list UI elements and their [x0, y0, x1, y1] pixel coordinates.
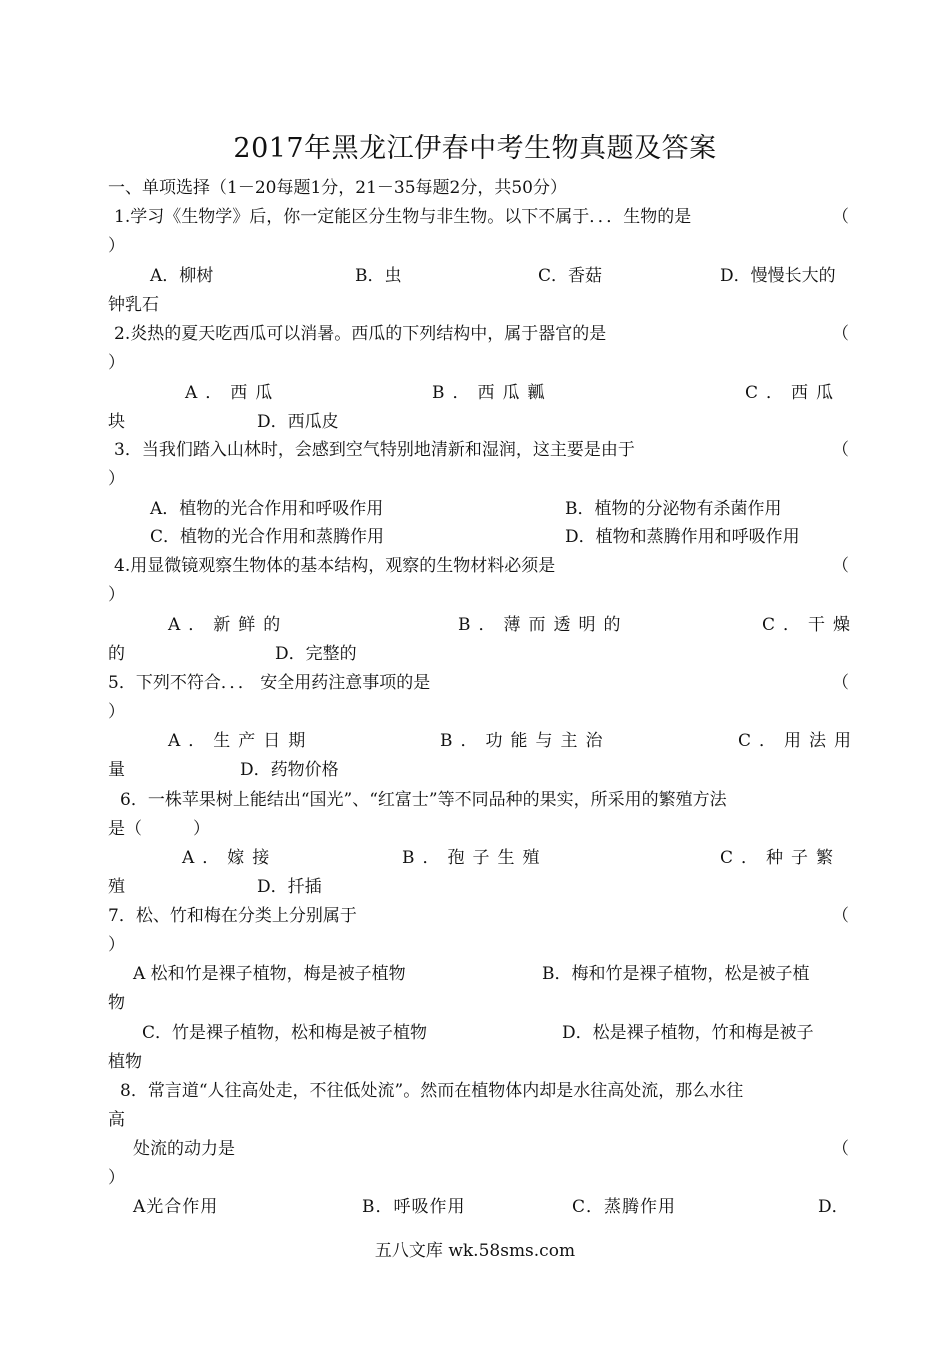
question-1-option-d-wrap: 钟乳石	[108, 295, 159, 315]
question-6-option-c-wrap: 殖	[108, 877, 125, 897]
question-4-option-c-wrap: 的	[108, 644, 125, 664]
page-title: 2017年黑龙江伊春中考生物真题及答案	[233, 133, 717, 164]
question-6-stem: 6．一株苹果树上能结出“国光”、“红富士”等不同品种的果实，所采用的繁殖方法	[120, 790, 727, 810]
section-heading: 一、单项选择（1－20每题1分，21－35每题2分，共50分）	[108, 178, 567, 198]
question-8-stem-wrap: 高	[108, 1110, 125, 1130]
question-3-paren-open: （	[832, 440, 849, 460]
question-7-option-a: A 松和竹是裸子植物，梅是被子植物	[133, 964, 406, 984]
question-4-paren-open: （	[832, 556, 849, 576]
question-6-option-c: C．种子繁	[720, 848, 842, 868]
question-2-option-a: A．西瓜	[185, 383, 281, 403]
page-footer: 五八文库 wk.58sms.com	[374, 1241, 576, 1261]
question-6-option-a: A．嫁接	[182, 848, 278, 868]
question-3-option-a: A．植物的光合作用和呼吸作用	[150, 499, 384, 519]
question-7-paren-close: ）	[108, 935, 125, 955]
question-7-option-c: C．竹是裸子植物，松和梅是被子植物	[142, 1023, 428, 1043]
question-1-paren-open: （	[832, 207, 849, 227]
question-7-option-b-wrap: 物	[108, 993, 125, 1013]
question-7-paren-open: （	[832, 906, 849, 926]
question-3-option-d: D．植物和蒸腾作用和呼吸作用	[565, 527, 800, 547]
question-5-option-b: B．功能与主治	[440, 731, 611, 751]
question-4-stem: 4.用显微镜观察生物体的基本结构，观察的生物材料必须是	[114, 556, 556, 576]
question-1-option-c: C．香菇	[538, 266, 603, 286]
question-2-paren-open: （	[832, 324, 849, 344]
question-5-option-c: C．用法用	[738, 731, 860, 751]
question-8-option-b: B．呼吸作用	[362, 1197, 466, 1217]
question-2-option-d: D．西瓜皮	[257, 412, 339, 432]
question-2-option-c: C．西瓜	[745, 383, 842, 403]
question-8-option-a: A光合作用	[133, 1197, 219, 1217]
question-6-option-b: B．孢子生殖	[402, 848, 548, 868]
question-1-stem: 1.学习《生物学》后，你一定能区分生物与非生物。以下不属于．．．生物的是	[114, 207, 692, 227]
question-8-stem: 8．常言道“人往高处走，不往低处流”。然而在植物体内却是水往高处流，那么水往	[120, 1081, 744, 1101]
question-6-stem-cont: 是（ ）	[108, 819, 210, 839]
question-1-option-a: A．柳树	[150, 266, 214, 286]
question-5-option-c-wrap: 量	[108, 760, 125, 780]
question-3-stem: 3．当我们踏入山林时，会感到空气特别地清新和湿润，这主要是由于	[114, 440, 635, 460]
question-7-stem: 7．松、竹和梅在分类上分别属于	[108, 906, 357, 926]
question-7-option-d-wrap: 植物	[108, 1052, 142, 1072]
question-5-paren-close: ）	[108, 702, 125, 722]
question-4-paren-close: ）	[108, 585, 125, 605]
question-4-option-a: A．新鲜的	[168, 615, 289, 635]
question-4-option-c: C．干燥	[762, 615, 859, 635]
question-4-option-d: D．完整的	[275, 644, 357, 664]
question-2-stem: 2.炎热的夏天吃西瓜可以消暑。西瓜的下列结构中，属于器官的是	[114, 324, 607, 344]
question-1-paren-close: ）	[108, 236, 125, 256]
question-8-stem-cont: 处流的动力是	[133, 1139, 235, 1159]
question-6-option-d: D．扦插	[257, 877, 322, 897]
question-8-option-d: D．	[818, 1197, 849, 1217]
question-8-paren-close: ）	[108, 1168, 125, 1188]
question-7-option-d: D．松是裸子植物，竹和梅是被子	[562, 1023, 814, 1043]
question-3-paren-close: ）	[108, 469, 125, 489]
question-7-option-b: B．梅和竹是裸子植物，松是被子植	[542, 964, 810, 984]
question-8-option-c: C．蒸腾作用	[572, 1197, 677, 1217]
question-3-option-c: C．植物的光合作用和蒸腾作用	[150, 527, 385, 547]
question-5-stem: 5．下列不符合．．． 安全用药注意事项的是	[108, 673, 431, 693]
question-5-paren-open: （	[832, 673, 849, 693]
question-1-option-b: B．虫	[355, 266, 402, 286]
question-8-paren-open: （	[832, 1139, 849, 1159]
question-1-option-d: D．慢慢长大的	[720, 266, 836, 286]
question-3-option-b: B．植物的分泌物有杀菌作用	[565, 499, 782, 519]
question-2-paren-close: ）	[108, 353, 125, 373]
question-2-option-b: B．西瓜瓤	[432, 383, 553, 403]
question-5-option-a: A．生产日期	[168, 731, 314, 751]
question-4-option-b: B．薄而透明的	[458, 615, 629, 635]
question-5-option-d: D．药物价格	[240, 760, 339, 780]
question-2-option-c-wrap: 块	[108, 412, 125, 432]
